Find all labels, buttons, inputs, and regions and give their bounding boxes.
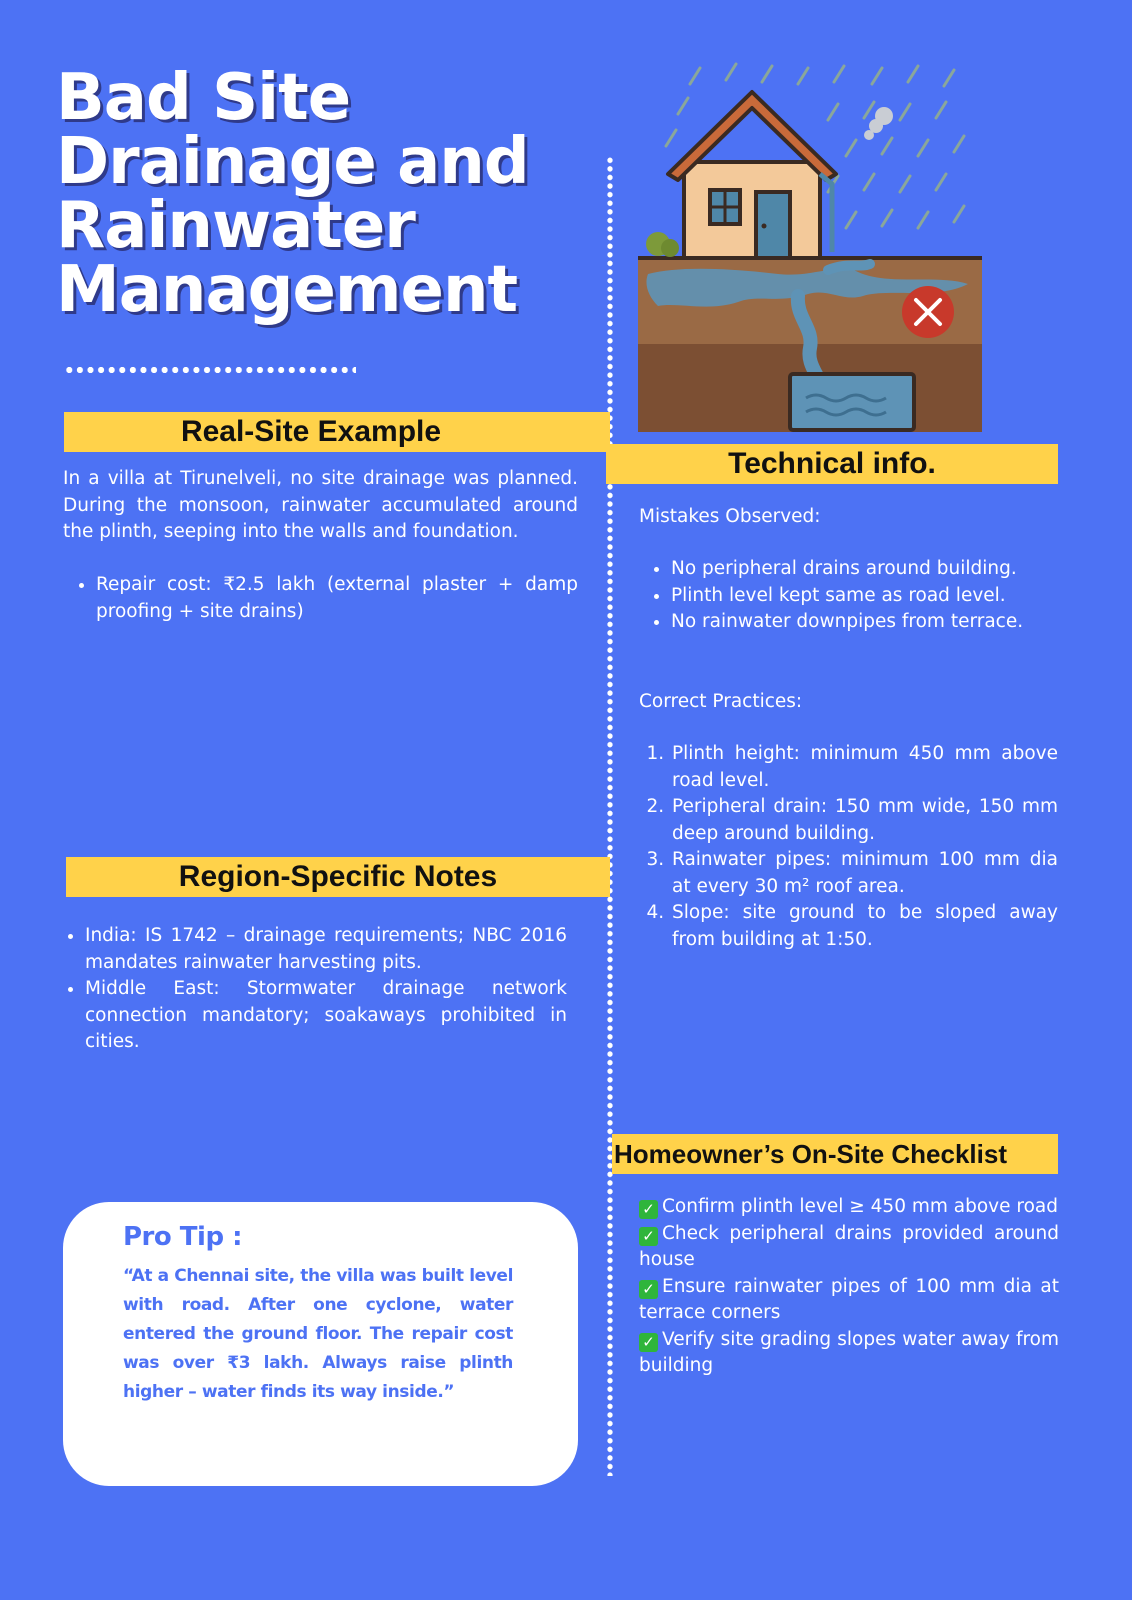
practices-label: Correct Practices: (639, 691, 803, 712)
mistakes-label: Mistakes Observed: (639, 506, 821, 527)
checklist-item (639, 1274, 1059, 1327)
title-line: Management (56, 253, 518, 327)
checklist-heading: Homeowner’s On-Site Checklist (612, 1134, 1058, 1174)
checklist-item (639, 1221, 1059, 1274)
region-list (85, 923, 567, 1056)
pro-tip-quote: “At a Chennai site, the villa was built level with road. After one cyclone, water entered the ground floor. The repair cost was over ₹3 lakh. Always raise plinth higher – water finds its way inside.” (123, 1266, 513, 1402)
check-mark-icon: ✓ (639, 1280, 658, 1299)
technical-heading: Technical info. (606, 444, 1058, 484)
title-line: Drainage and (56, 125, 529, 199)
flooded-house-illustration (638, 56, 982, 432)
real-site-bullets (96, 572, 578, 625)
checklist-item (639, 1327, 1059, 1380)
checklist (639, 1194, 1059, 1380)
check-mark-icon: ✓ (639, 1333, 658, 1352)
list-item: 4. Slope: site ground to be sloped away from building at 1:50. (670, 900, 1058, 953)
list-item: • Plinth level kept same as road level. (671, 583, 1061, 610)
title-divider (64, 366, 356, 374)
list-item: • India: IS 1742 – drainage requirements; NBC 2016 mandates rainwater harvesting pits. (85, 923, 567, 976)
title-line: Rainwater (56, 189, 415, 263)
check-mark-icon: ✓ (639, 1200, 658, 1219)
pro-tip-card (63, 1202, 578, 1486)
close-icon (902, 286, 954, 338)
list-item: • Repair cost: ₹2.5 lakh (external plaster + damp proofing + site drains) (96, 572, 578, 625)
page-title (56, 61, 596, 327)
checklist-item-text: Check peripheral drains provided around house (639, 1222, 1059, 1270)
title-line: Bad Site (56, 61, 351, 135)
list-item: • No peripheral drains around building. (671, 556, 1061, 583)
list-item: • No rainwater downpipes from terrace. (671, 609, 1061, 636)
check-mark-icon: ✓ (639, 1227, 658, 1246)
list-item: 2. Peripheral drain: 150 mm wide, 150 mm deep around building. (670, 794, 1058, 847)
pro-tip-title: Pro Tip : (123, 1222, 242, 1252)
practices-list (670, 741, 1058, 953)
real-site-intro: In a villa at Tirunelveli, no site drainage was planned. During the monsoon, rainwater accumulated around the plinth, seeping into the walls and foundation. (63, 468, 578, 542)
checklist-item-text: Ensure rainwater pipes of 100 mm dia at terrace corners (639, 1275, 1059, 1323)
column-divider (606, 156, 614, 1476)
region-heading: Region-Specific Notes (66, 857, 610, 897)
real-site-heading (64, 412, 610, 452)
real-site-heading-text: Real-Site Example (180, 415, 442, 448)
list-item: 3. Rainwater pipes: minimum 100 mm dia at every 30 m² roof area. (670, 847, 1058, 900)
checklist-item (639, 1194, 1059, 1221)
mistakes-list (671, 556, 1061, 636)
list-item: • Middle East: Stormwater drainage network connection mandatory; soakaways prohibited in cities. (85, 976, 567, 1056)
checklist-item-text: Verify site grading slopes water away from building (639, 1328, 1059, 1376)
checklist-item-text: Confirm plinth level ≥ 450 mm above road (662, 1196, 1058, 1217)
list-item: 1. Plinth height: minimum 450 mm above road level. (670, 741, 1058, 794)
